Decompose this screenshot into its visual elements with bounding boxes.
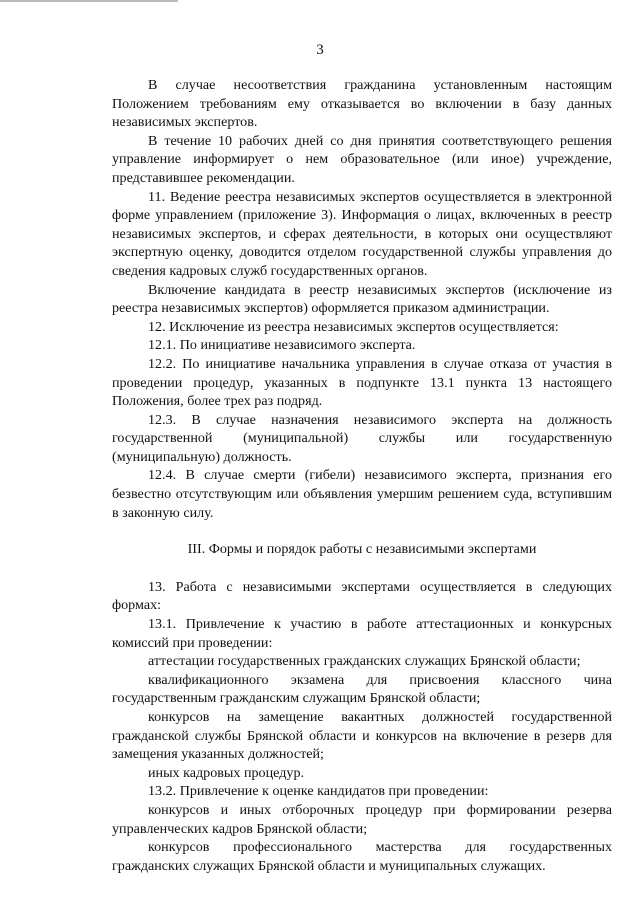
section-heading: III. Формы и порядок работы с независимыми экспертами: [187, 541, 537, 558]
paragraph: квалификационного экзамена для присвоения классного чина государственным гражданским служащим Брянской области;: [112, 671, 612, 707]
paragraph: конкурсов на замещение вакантных должностей государственной гражданской службы Брянской области и конкурсов на включение в резерв для замещения указанных должностей;: [112, 709, 612, 763]
header-rule: [0, 0, 178, 2]
paragraph: 13.2. Привлечение к оценке кандидатов при проведении:: [148, 783, 489, 800]
paragraph: 12.3. В случае назначения независимого эксперта на должность государственной (муниципальной) службы или государственную (муниципальную) должность.: [112, 411, 612, 465]
paragraph: 13. Работа с независимыми экспертами осуществляется в следующих формах:: [112, 578, 612, 614]
paragraph: 12. Исключение из реестра независимых экспертов осуществляется:: [148, 318, 559, 335]
paragraph: В случае несоответствия гражданина установленным настоящим Положением требованиям ему отказывается во включении в базу данных независимых экспертов.: [112, 77, 612, 131]
paragraph: конкурсов профессионального мастерства для государственных гражданских служащих Брянской области и муниципальных служащих.: [112, 839, 612, 874]
document-body: [112, 76, 612, 875]
paragraph: конкурсов и иных отборочных процедур при формировании резерва управленческих кадров Брянской области;: [112, 801, 612, 837]
paragraph: Включение кандидата в реестр независимых экспертов (исключение из реестра независимых экспертов) оформляется приказом администрации.: [112, 281, 612, 317]
paragraph: 12.1. По инициативе независимого эксперта.: [148, 337, 416, 354]
paragraph: 12.4. В случае смерти (гибели) независимого эксперта, признания его безвестно отсутствующим или объявления умершим решением суда, вступившим в законную силу.: [112, 467, 612, 521]
paragraph: 12.2. По инициативе начальника управления в случае отказа от участия в проведении процедур, указанных в подпункте 13.1 пункта 13 настоящего Положения, более трех раз подряд.: [112, 355, 612, 410]
paragraph: 11. Ведение реестра независимых экспертов осуществляется в электронной форме управлением (приложение 3). Информация о лицах, включенных в реестр независимых экспертов, и сферах деятельности, в которых они осуществляют экспертную оценку, доводится отделом государственной службы управления до сведения кадровых служб государственных органов.: [112, 188, 612, 279]
page-number: 3: [316, 42, 324, 58]
paragraph: 13.1. Привлечение к участию в работе аттестационных и конкурсных комиссий при проведении:: [112, 616, 612, 651]
paragraph: В течение 10 рабочих дней со дня принятия соответствующего решения управление информирует о нем образовательное (или иное) учреждение, представившее рекомендации.: [112, 132, 612, 186]
paragraph: иных кадровых процедур.: [148, 764, 305, 781]
paragraph: аттестации государственных гражданских служащих Брянской области;: [148, 653, 581, 670]
